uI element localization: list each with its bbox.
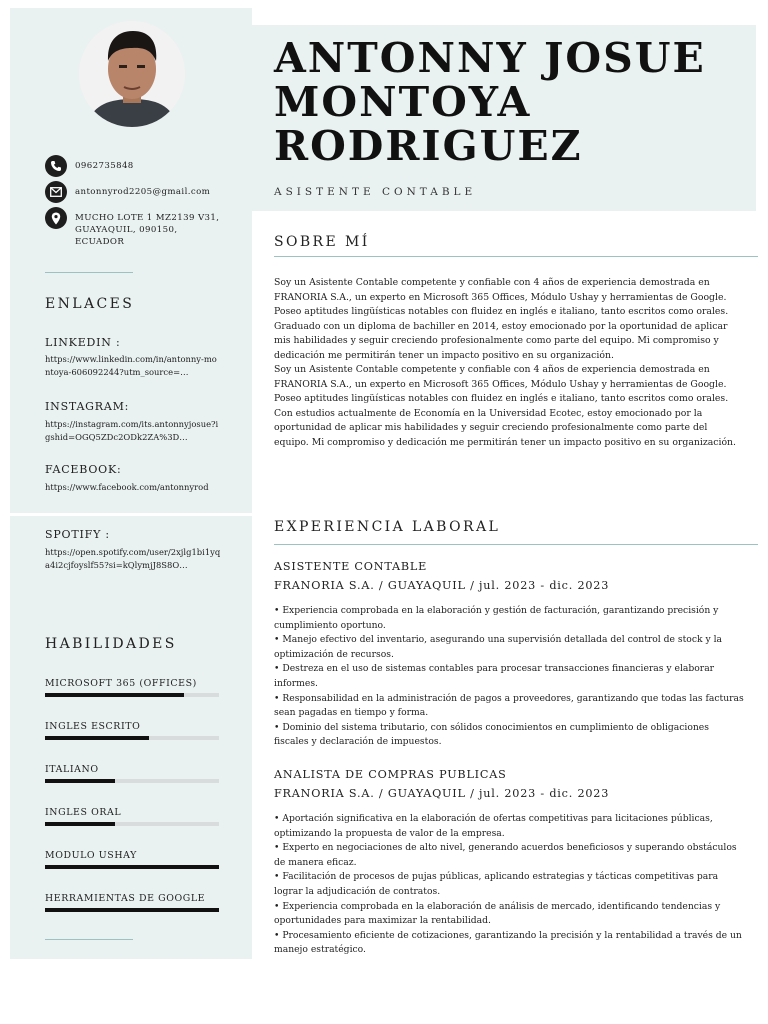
- job-bullet: • Destreza en el uso de sistemas contables para procesar transacciones financieras y elaborar informes.: [274, 662, 744, 691]
- skill-name: HERRAMIENTAS DE GOOGLE: [45, 893, 206, 904]
- skill-bar-track: [45, 865, 219, 869]
- job-bullet: • Aportación significativa en la elaboración de ofertas competitivas para licitaciones públicas, optimizando la propuesta de valor de la empresa.: [274, 812, 744, 841]
- skill-bar-track: [45, 822, 219, 826]
- spotify-label: SPOTIFY :: [45, 528, 110, 541]
- linkedin-link[interactable]: https://www.linkedin.com/in/antonny-montoya-606092244?utm_source=…: [45, 354, 217, 377]
- skill-bar-track: [45, 693, 219, 697]
- job-bullet: • Responsabilidad en la administración de pagos a proveedores, garantizando que todas las facturas sean pagadas en tiempo y forma.: [274, 692, 744, 721]
- about-paragraph: Soy un Asistente Contable competente y confiable con 4 años de experiencia demostrada en FRANORIA S.A., un experto en Microsoft 365 Offices, Módulo Ushay y herramientas de Google. Poseo aptitudes lingüísticas notables con fluidez en inglés e italiano, tanto escritos como orales. Graduado con un diploma de bachiller en 2014, estoy emocionado por la oportunidad de aplicar mis habilidades y seguir creciendo profesionalmente como parte del equipo. Mi compromiso y dedicación me permitirán tener un impacto positivo en su organización.: [274, 277, 729, 361]
- sidebar-bottom-divider: [45, 939, 133, 940]
- phone-number[interactable]: 0962735848: [75, 161, 134, 171]
- job-bullets: [274, 604, 744, 750]
- job-subtitle: ASISTENTE CONTABLE: [274, 186, 477, 198]
- experience-divider: [274, 544, 758, 545]
- job-bullet: • Experiencia comprobada en la elaboración de análisis de mercado, identificando tendencias y oportunidades para maximizar la rentabilidad.: [274, 900, 744, 929]
- skill-bar-fill: [45, 736, 149, 740]
- address-text: MUCHO LOTE 1 MZ2139 V31, GUAYAQUIL, 090150, ECUADOR: [75, 213, 220, 247]
- contact-email: [45, 181, 225, 203]
- skill-name: INGLES ORAL: [45, 807, 122, 818]
- phone-icon: [45, 155, 67, 177]
- job-title: ANALISTA DE COMPRAS PUBLICAS: [274, 768, 507, 781]
- job-bullet: • Facilitación de procesos de pujas públicas, aplicando estrategias y tácticas competitivas para lograr la adjudicación de contratos.: [274, 870, 744, 899]
- skill-bar-fill: [45, 693, 184, 697]
- instagram-link[interactable]: https://instagram.com/its.antonnyjosue?igshid=OGQ5ZDc2ODk2ZA%3D…: [45, 419, 219, 442]
- links-heading: ENLACES: [45, 296, 135, 312]
- email-address[interactable]: antonnyrod2205@gmail.com: [75, 187, 211, 197]
- skill-item: [45, 720, 219, 740]
- skill-item: [45, 677, 219, 697]
- job-meta: FRANORIA S.A. / GUAYAQUIL / jul. 2023 - dic. 2023: [274, 787, 610, 800]
- instagram-label: INSTAGRAM:: [45, 400, 130, 413]
- skill-name: MICROSOFT 365 (OFFICES): [45, 678, 197, 689]
- about-divider: [274, 256, 758, 257]
- contact-phone: [45, 155, 225, 177]
- skill-name: MODULO USHAY: [45, 850, 137, 861]
- linkedin-label: LINKEDIN :: [45, 336, 121, 349]
- skill-bar-track: [45, 736, 219, 740]
- about-heading: SOBRE MÍ: [274, 234, 370, 250]
- sidebar-divider-line: [45, 272, 133, 273]
- job-bullet: • Manejo efectivo del inventario, asegurando una supervisión detallada del control de stock y la optimización de recursos.: [274, 633, 744, 662]
- job-meta: FRANORIA S.A. / GUAYAQUIL / jul. 2023 - dic. 2023: [274, 579, 610, 592]
- job-bullets: [274, 812, 744, 958]
- skill-bar-fill: [45, 822, 115, 826]
- skills-heading: HABILIDADES: [45, 636, 177, 652]
- skill-bar-track: [45, 908, 219, 912]
- contact-address: [45, 207, 225, 248]
- skill-item: [45, 849, 219, 869]
- profile-photo-image: [79, 21, 185, 127]
- job-bullet: • Procesamiento eficiente de cotizaciones, garantizando la precisión y la rentabilidad a través de un manejo estratégico.: [274, 929, 744, 958]
- job-title: ASISTENTE CONTABLE: [274, 560, 428, 573]
- skill-item: [45, 892, 219, 912]
- job-bullet: • Experto en negociaciones de alto nivel, generando acuerdos beneficiosos y superando obstáculos de manera eficaz.: [274, 841, 744, 870]
- job-bullet: • Dominio del sistema tributario, con sólidos conocimientos en cumplimiento de obligaciones fiscales y declaración de impuestos.: [274, 721, 744, 750]
- skill-name: ITALIANO: [45, 764, 99, 775]
- skill-name: INGLES ESCRITO: [45, 721, 141, 732]
- skill-bar-fill: [45, 865, 219, 869]
- skill-bar-fill: [45, 908, 219, 912]
- facebook-link[interactable]: https://www.facebook.com/antonnyrod: [45, 482, 209, 492]
- email-icon: [45, 181, 67, 203]
- about-text: [274, 276, 736, 450]
- skill-item: [45, 806, 219, 826]
- spotify-link[interactable]: https://open.spotify.com/user/2xjlg1bi1yqa4i2cjfoyslf55?si=kQlymjJ8S8O…: [45, 547, 221, 570]
- facebook-label: FACEBOOK:: [45, 463, 122, 476]
- job-bullet: • Experiencia comprobada en la elaboración y gestión de facturación, garantizando precisión y cumplimiento oportuno.: [274, 604, 744, 633]
- about-paragraph: Soy un Asistente Contable competente y confiable con 4 años de experiencia demostrada en FRANORIA S.A., un experto en Microsoft 365 Offices, Módulo Ushay y herramientas de Google. Poseo aptitudes lingüísticas notables con fluidez en inglés e italiano, tanto escritos como orales. Con estudios actualmente de Economía en la Universidad Ecotec, estoy emocionado por la oportunidad de aplicar mis habilidades y seguir creciendo profesionalmente como parte del equipo. Mi compromiso y dedicación me permitirán tener un impacto positivo en su organización.: [274, 364, 736, 448]
- sidebar-divider: [10, 513, 252, 516]
- profile-photo: [79, 21, 185, 127]
- experience-heading: EXPERIENCIA LABORAL: [274, 519, 501, 535]
- skill-bar-track: [45, 779, 219, 783]
- location-icon: [45, 207, 67, 229]
- skill-bar-fill: [45, 779, 115, 783]
- candidate-name: ANTONNY JOSUE MONTOYA RODRIGUEZ: [274, 34, 706, 170]
- skill-item: [45, 763, 219, 783]
